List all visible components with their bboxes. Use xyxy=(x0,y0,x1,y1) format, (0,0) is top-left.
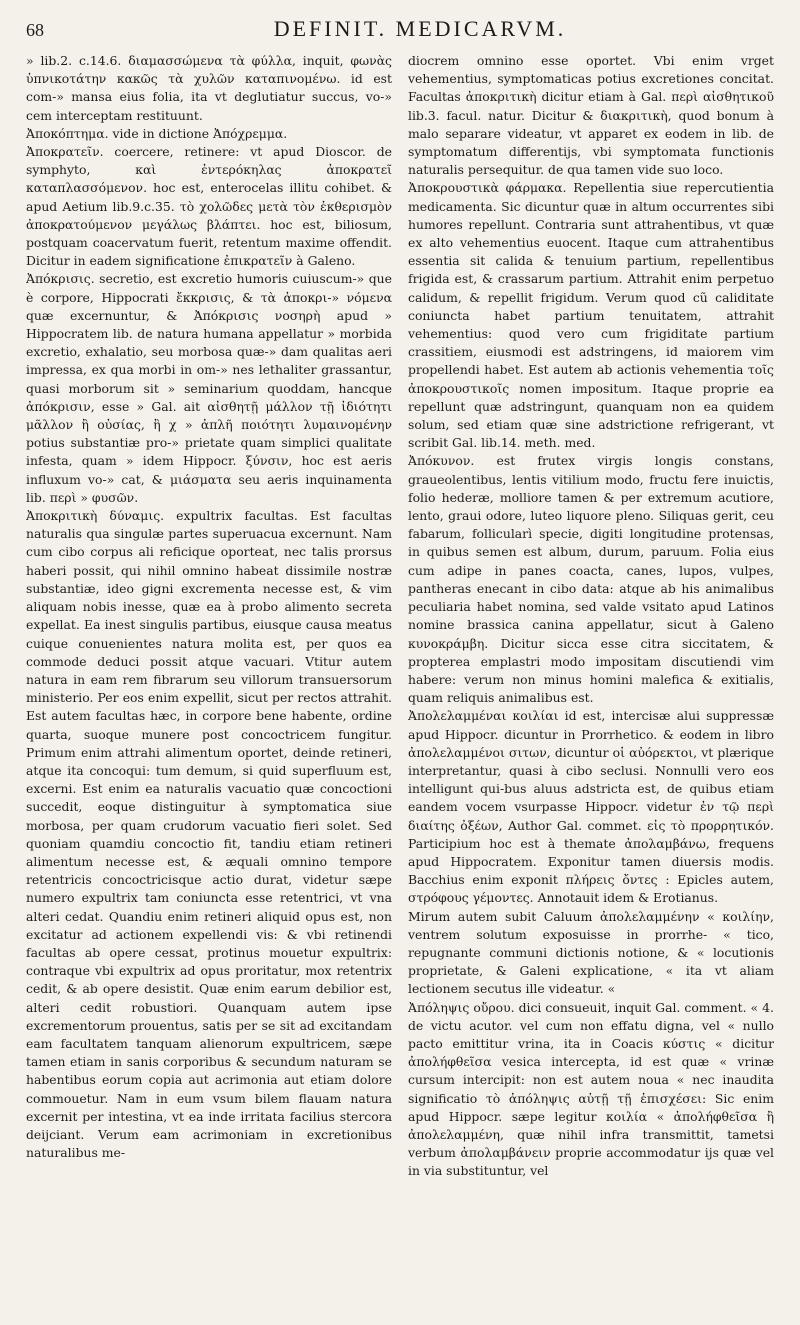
entry-paragraph: Ἀποκρουστικὰ φάρμακα. Repellentia siue repercutientia medicamenta. Sic dicuntur quæ in altum occurrentes sibi humores repellunt. Contraria sunt attrahentibus, vt quæ ex alto vehementius euocent. Itaque cum attrahentibus essentia sit calida & tenuium partium, repellentibus frigida est, & crassarum partium. Attrahit enim perpetuo calidum, & repellit frigidum. Verum quod cũ caliditate coniuncta habet partium tenuitatem, attrahit vehementius: quod vero cum frigiditate partium crassitiem, eiusmodi est adstringens, id maiorem vim propellendi habet. Est autem ab actionis vehementia τοῖς ἀποκρουστικοῖς nomen impositum. Itaque proprie ea repellunt quæ adstringunt, quanquam non ea quidem solum, sed etiam quæ sine adstrictione refrigerant, vt scribit Gal. lib.14. meth. med. xyxy=(408,180,774,451)
entry-paragraph: » lib.2. c.14.6. διαμασσώμενα τὰ φύλλα, inquit, φωνὰς ὑπνικοτάτην κακῶς τὰ χυλῶν καταπινομένω. id est com-» mansa eius folia, ita vt deglutiatur succus, vo-» cem interceptam restituunt. xyxy=(26,53,392,123)
text-columns xyxy=(26,52,774,1312)
entry-paragraph: Ἀπόκυνον. est frutex virgis longis constans, graueolentibus, lentis vitilium modo, fructu fere inuictis, folio hederæ, molliore tamen & per extremum acutiore, lento, graui odore, luteo liquore pleno. Siliquas gerit, ceu fabarum, follicularì specie, digiti longitudine protensas, in quibus semen est album, durum, paruum. Folia eius cum adipe in panes coacta, canes, lupos, vulpes, pantheras enecant in cibo data: atque ab his animalibus peculiaria habet nomina, sed valde vsitato apud Latinos nomine brassica canina appellatur, sicut à Galeno κυνοκράμβη. Dicitur sicca esse citra siccitatem, & propterea emplastri modo impositam discutiendi vim habere: verum non minus homini malefica & exitialis, quam reliquis animalibus est. xyxy=(408,453,774,706)
entry-paragraph: Ἀποκόπτημα. vide in dictione Ἀπόχρεμμα. xyxy=(26,125,288,141)
page-header xyxy=(26,16,774,42)
entry-paragraph: diocrem omnino esse oportet. Vbi enim vrget vehementius, symptomaticas potius excretiones concitat. Facultas ἀποκριτικὴ dicitur etiam à Gal. περὶ αἰσθητικοῦ lib.3. facul. natur. Dicitur & διακριτικὴ, quod bonum à malo separare videatur, vt apparet ex eodem in lib. de symptomatum differentijs, vbi symptomata functionis naturalis persequitur. de qua tamen vide suo loco. xyxy=(408,53,774,178)
entry-paragraph: Ἀπόκρισις. secretio, est excretio humoris cuiuscum-» que è corpore, Hippocrati ἔκκρισις, & τὰ ἀποκρι-» νόμενα quæ excernuntur, & Ἀπόκρισις νοσηρὴ apud » Hippocratem lib. de natura humana appellatur » morbida excretio, exhalatio, seu morbosa quæ-» dam qualitas aeri impressa, ex qua morbi in om-» nes lethaliter grassantur, quasi morborum sit » seminarium quoddam, hancque ἀπόκρισιν, esse » Gal. ait αἰσθητῇ μάλλον τῇ ἰδιότητι μᾶλλον ἢ οὐσίας, ἢ χ » ἀπλῆ ποιότητι λυμαινομένην potius substantiæ pro-» prietate quam simplici qualitate infesta, quam » idem Hippocr. ξύνσιν, hoc est aeris influxum vo-» cat, & μιάσματα seu aeris inquinamenta lib. περὶ » φυσῶν. xyxy=(26,271,392,505)
running-head: DEFINIT. MEDICARVM. xyxy=(273,16,567,41)
page-number: 68 xyxy=(26,20,44,40)
entry-paragraph: Ἀποκριτικὴ δύναμις. expultrix facultas. Est facultas naturalis qua singulæ partes superuacua excernunt. Nam cum cibo corpus ali reficique oporteat, nec talis prorsus haberi possit, qui nihil omnino habeat dissimile nostræ substantiæ, ideo gigni excrementa necesse est, & vim aliquam nobis inesse, quæ ea à probo alimento secreta expellat. Ea inest singulis partibus, eiusque causa meatus cuique conuenientes natura molita est, per quos ea commode deduci possit atque vacuari. Vtitur autem natura in eam rem fibrarum seu villorum transuersorum ministerio. Per eos enim expellit, sicut per rectos attrahit. Est autem facultas hæc, in corpore bene habente, ordine quarta, suoque munere post concoctricem fungitur. Primum enim attrahi alimentum oportet, deinde retineri, atque ita concoqui: tum demum, si quid superfluum est, excerni. Est enim ea naturalis vacuatio quæ concoctioni succedit, eoque distinguitur à symptomatica siue morbosa, per quam crudorum vacuatio fieri solet. Sed quoniam quamdiu concoctio fit, tandiu etiam retineri alimentum necesse est, & æquali omnino tempore retentricis concoctricisque actio durat, videtur sæpe numero expultrix tam coniuncta esse retentrici, vt vna alteri cedat. Quandiu enim retineri aliquid opus est, non excitatur ad actionem expellendi vis: & vbi retinendi facultas ab opere cessat, protinus mouetur expultrix: contraque vbi expultrix ad opus proritatur, mox retentrix cedit, & ab opere desistit. Quæ enim earum debilior est, alteri cedit robustiori. Quanquam autem ipse excrementorum prouentus, satis per se sit ad excitandam eam facultatem tanquam alienorum expultricem, sæpe tamen etiam in sanis corporibus & secundum naturam se habentibus eorum copia aut acrimonia aut etiam dolore commouetur. Nam in eum vsum bilem flauam natura excernit per intestina, vt ea inde irritata facilius stercora deijciant. Verum eam acrimoniam in excretionibus naturalibus me- xyxy=(26,508,392,1161)
right-column xyxy=(408,52,774,1312)
entry-paragraph: Ἀπολελαμμέναι κοιλίαι id est, intercisæ alui suppressæ apud Hippocr. dicuntur in Prorrhetico. & eodem in libro ἀπολελαμμένοι σιτων, dicuntur οἱ αὐόρεκτοι, vt plærique interpretantur, quasi à cibo seclusi. Nonnulli vero eos intelligunt qui-bus aluus adstricta est, de quibus etiam eandem vocem vsurpasse Hippocr. videtur ἐν τῷ περὶ διαίτης ὀξέων, Author Gal. commet. εἰς τὸ προρρητικόν. Participium hoc est à themate ἀπολαμβάνω, frequens apud Hippocratem. Exponitur tamen diuersis modis. Bacchius enim exponit πλήρεις ὄντες : Epicles autem, στρόφους γέμοντες. Annotauit idem & Erotianus. xyxy=(408,708,774,906)
entry-paragraph: Ἀπόληψις οὔρου. dici consueuit, inquit Gal. comment. « 4. de victu acutor. vel cum non effatu digna, vel « nullo pacto emittitur vrina, ita in Coacis κύστις « dicitur ἀπολήφθεῖσα vesica intercepta, id est quæ « vrinæ cursum intercipit: non est autem noua « nec inaudita significatio τὸ ἀπόληψις αὐτῇ τῇ ἐπισχέσει: Sic enim apud Hippocr. sæpe legitur κοιλία « ἀπολήφθεῖσα ἢ ἀπολελαμμένη, quæ nihil infra transmittit, tametsi verbum ἀπολαμβάνειν proprie accommodatur ijs quæ vel in via substituntur, vel xyxy=(408,999,774,1179)
entry-paragraph: Mirum autem subit Caluum ἀπολελαμμένην « κοιλίην, ventrem solutum exposuisse in prorrhe- « tico, repugnante communi dictionis notione, & « locutionis proprietate, & Galeni explicatione, « ita vt aliam lectionem secutus ille videatur. « xyxy=(408,908,774,997)
left-column xyxy=(26,52,392,1312)
entry-paragraph: Ἀποκρατεῖν. coercere, retinere: vt apud Dioscor. de symphyto, καὶ ἐντερόκηλας ἀποκρατεῖ καταπλασσόμενον. hoc est, enterocelas illitu cohibet. & apud Aetium lib.9.c.35. τὸ χολῶδες μετὰ τὸν ἐκθερισμὸν ἀποκρατούμενον μεγάλως βλάπτει. hoc est, biliosum, postquam coacervatum fuerit, retentum maxime offendit. Dicitur in eadem significatione ἐπικρατεῖν à Galeno. xyxy=(26,144,392,269)
